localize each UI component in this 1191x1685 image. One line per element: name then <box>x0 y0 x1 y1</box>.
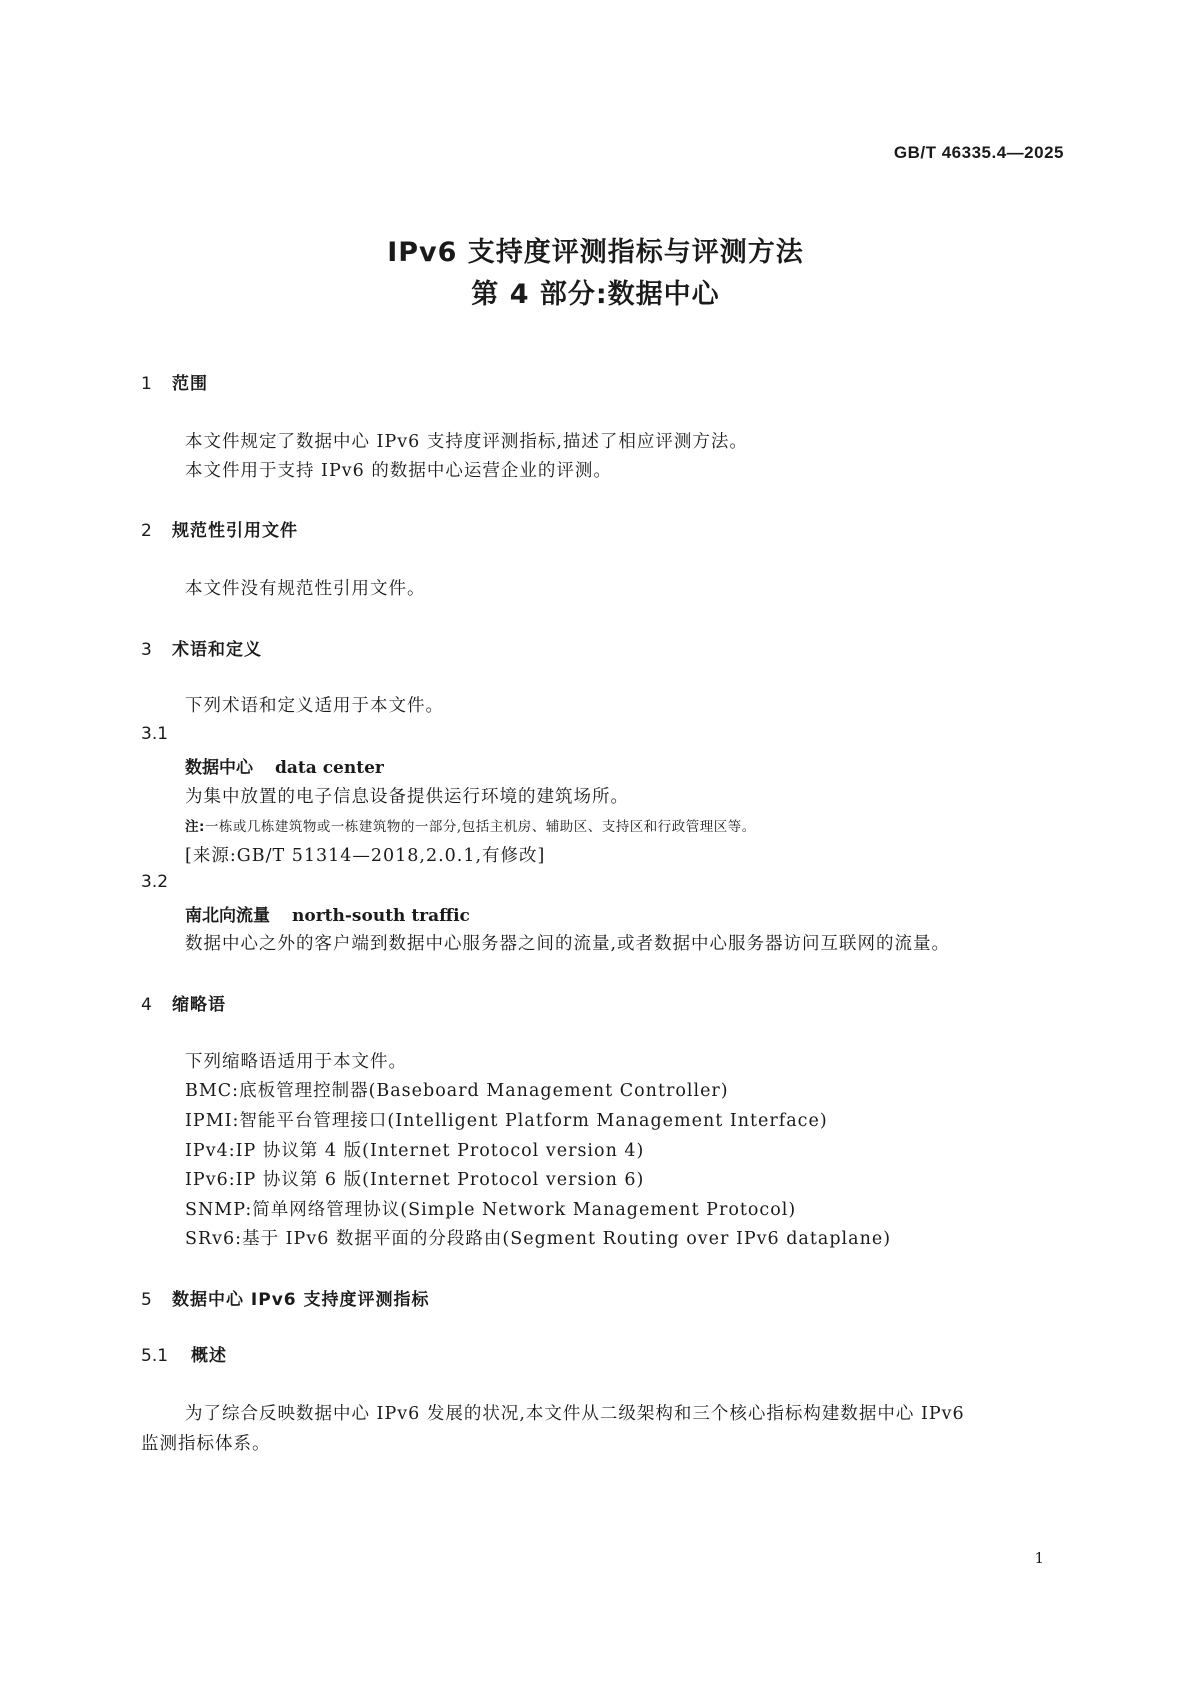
abbreviation-item: BMC:底板管理控制器(Baseboard Management Controller) <box>185 1081 729 1101</box>
paragraph: 下列术语和定义适用于本文件。 <box>185 696 444 716</box>
section-number: 5 <box>141 1290 153 1310</box>
term-en: north-south traffic <box>292 906 470 926</box>
paragraph: 本文件规定了数据中心 IPv6 支持度评测指标,描述了相应评测方法。 <box>185 432 748 452</box>
section-number: 3 <box>141 640 153 660</box>
section-number: 1 <box>141 374 153 394</box>
subsection-number: 5.1 <box>141 1346 169 1366</box>
doc-title-line2: 第 4 部分:数据中心 <box>471 279 720 310</box>
paragraph: 为了综合反映数据中心 IPv6 发展的状况,本文件从二级架构和三个核心指标构建数据中心 IPv6 <box>185 1404 965 1424</box>
section-number: 2 <box>141 521 153 541</box>
section-number: 4 <box>141 995 153 1015</box>
term-zh: 南北向流量 <box>185 906 270 926</box>
abbreviation-item: SNMP:简单网络管理协议(Simple Network Management Protocol) <box>185 1200 797 1220</box>
paragraph: 下列缩略语适用于本文件。 <box>185 1052 407 1072</box>
section-title: 范围 <box>172 374 208 394</box>
abbreviation-item: IPv6:IP 协议第 6 版(Internet Protocol version 6) <box>185 1170 645 1190</box>
term-heading <box>185 753 384 778</box>
subsection-title: 概述 <box>191 1346 227 1366</box>
term-zh: 数据中心 <box>185 758 253 778</box>
term-heading <box>185 901 470 926</box>
abbreviation-item: SRv6:基于 IPv6 数据平面的分段路由(Segment Routing over IPv6 dataplane) <box>185 1229 892 1249</box>
note-label: 注: <box>185 819 205 835</box>
section-4-heading <box>141 990 226 1015</box>
standard-number: GB/T 46335.4—2025 <box>893 143 1064 162</box>
paragraph: 本文件没有规范性引用文件。 <box>185 579 426 599</box>
paragraph: 本文件用于支持 IPv6 的数据中心运营企业的评测。 <box>185 461 612 481</box>
subsection-5-1-heading <box>141 1341 227 1366</box>
term-number: 3.1 <box>141 724 169 744</box>
term-definition: 为集中放置的电子信息设备提供运行环境的建筑场所。 <box>185 787 629 807</box>
term-note <box>185 815 756 835</box>
term-source: [来源:GB/T 51314—2018,2.0.1,有修改] <box>185 846 546 866</box>
term-definition: 数据中心之外的客户端到数据中心服务器之间的流量,或者数据中心服务器访问互联网的流量。 <box>185 934 951 954</box>
section-title: 缩略语 <box>172 995 226 1015</box>
section-title: 数据中心 IPv6 支持度评测指标 <box>172 1290 430 1310</box>
term-en: data center <box>275 758 384 778</box>
note-text: 一栋或几栋建筑物或一栋建筑物的一部分,包括主机房、辅助区、支持区和行政管理区等。 <box>204 819 756 835</box>
paragraph-continuation: 监测指标体系。 <box>141 1434 271 1454</box>
section-2-heading <box>141 516 298 541</box>
doc-title-line1: IPv6 支持度评测指标与评测方法 <box>387 237 804 268</box>
abbreviation-item: IPv4:IP 协议第 4 版(Internet Protocol version 4) <box>185 1141 645 1161</box>
section-1-heading <box>141 369 208 394</box>
section-5-heading <box>141 1285 430 1310</box>
abbreviation-item: IPMI:智能平台管理接口(Intelligent Platform Management Interface) <box>185 1111 828 1131</box>
term-number: 3.2 <box>141 872 169 892</box>
section-title: 术语和定义 <box>172 640 262 660</box>
section-title: 规范性引用文件 <box>172 521 298 541</box>
page-number: 1 <box>1034 1549 1044 1567</box>
section-3-heading <box>141 635 262 660</box>
